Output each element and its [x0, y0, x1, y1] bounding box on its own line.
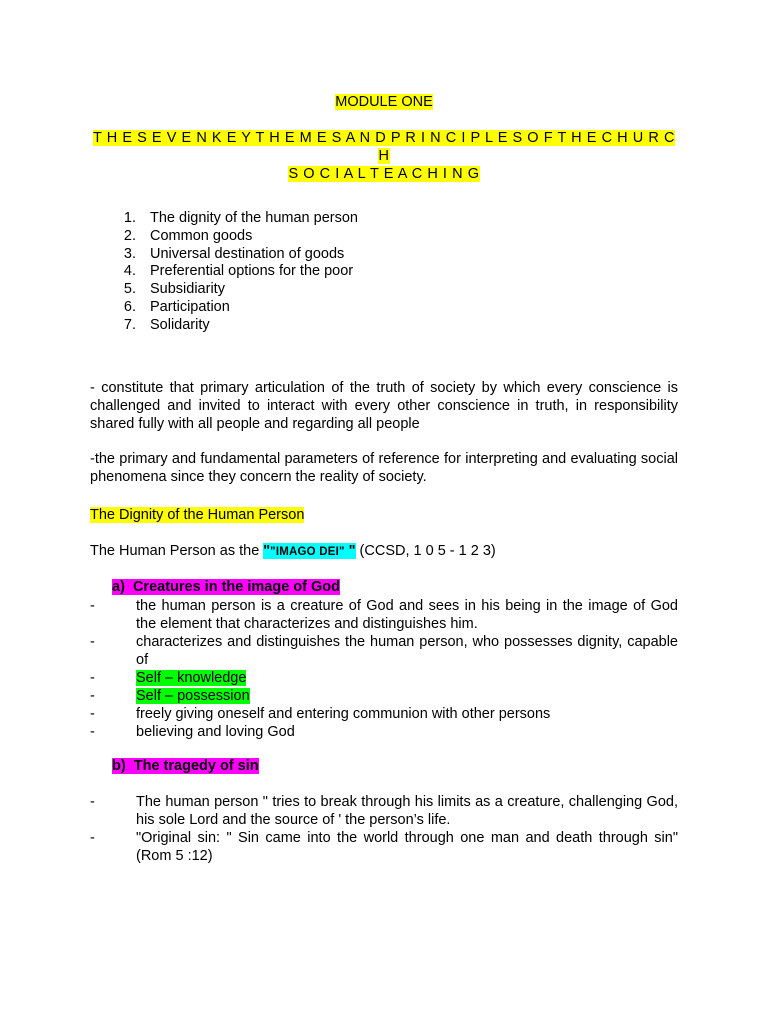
module-title: [0, 93, 768, 111]
subsection-b-bullets: [90, 793, 678, 865]
imago-suffix: (CCSD, 1 0 5 - 1 2 3): [355, 543, 496, 559]
list-item: [90, 633, 678, 669]
subsection-a-heading: [112, 578, 340, 596]
bullet-text: the human person is a creature of God and sees in his being in the image of God the element that characterizes and distinguishes him.: [136, 598, 678, 632]
list-number: 5.: [123, 281, 136, 298]
list-item: [110, 246, 358, 264]
list-text: Subsidiarity: [150, 281, 225, 298]
bullet-dash: -: [90, 688, 95, 704]
bullet-dash: -: [90, 670, 95, 686]
bullet-dash: -: [90, 724, 95, 740]
subsection-b-heading-text: b) The tragedy of sin: [112, 758, 259, 774]
list-item: [110, 228, 358, 246]
list-text: Solidarity: [150, 316, 210, 333]
subsection-a-bullets: [90, 597, 678, 741]
subsection-b-heading: [112, 757, 259, 775]
bullet-text-highlighted: Self – knowledge: [136, 670, 247, 686]
imago-dei-line: [90, 542, 496, 561]
section-title: [90, 506, 304, 524]
list-item: [110, 281, 358, 299]
imago-dei-tag: "IMAGO DEI": [270, 546, 345, 558]
paragraph-parameters: -the primary and fundamental parameters of reference for interpreting and evaluating social phenomena since they concern the reality of society.: [90, 450, 678, 485]
theme-heading: [90, 129, 678, 183]
imago-dei-highlight: [263, 543, 355, 559]
list-item: [90, 687, 678, 705]
list-number: 7.: [123, 316, 136, 333]
list-number: 4.: [123, 263, 136, 280]
bullet-text: characterizes and distinguishes the human person, who possesses dignity, capable of: [136, 634, 678, 668]
list-item: [90, 669, 678, 687]
bullet-text: freely giving oneself and entering communion with other persons: [136, 706, 551, 722]
bullet-text-highlighted: Self – possession: [136, 688, 250, 704]
list-text: Universal destination of goods: [150, 245, 345, 262]
bullet-dash: -: [90, 706, 95, 722]
bullet-dash: -: [90, 634, 95, 650]
subsection-a-heading-text: a) Creatures in the image of God: [112, 579, 341, 595]
list-number: 3.: [123, 245, 136, 262]
list-number: 1.: [123, 210, 136, 226]
bullet-dash: -: [90, 794, 95, 810]
list-item: [90, 793, 678, 829]
theme-heading-line-1: T H E S E V E N K E Y T H E M E S A N D P R I N C I P L E S O F T H E C H U R C H: [93, 130, 675, 164]
bullet-text: "Original sin: " Sin came into the world through one man and death through sin" (Rom 5 :12): [136, 830, 678, 864]
key-themes-list: [110, 210, 358, 335]
list-item: [90, 829, 678, 865]
section-title-text: The Dignity of the Human Person: [90, 507, 305, 523]
list-item: [90, 705, 678, 723]
list-item: [90, 597, 678, 633]
list-text: Preferential options for the poor: [150, 263, 354, 280]
list-text: Participation: [150, 298, 230, 315]
list-text: The dignity of the human person: [150, 210, 358, 226]
imago-prefix: The Human Person as the: [90, 543, 264, 559]
list-item: [110, 317, 358, 335]
list-item: [110, 210, 358, 228]
list-text: Common goods: [150, 227, 253, 244]
list-number: 2.: [123, 227, 136, 244]
bullet-dash: -: [90, 598, 95, 614]
theme-heading-line-2: S O C I A L T E A C H I N G: [288, 166, 480, 182]
bullet-text: believing and loving God: [136, 724, 295, 740]
list-number: 6.: [123, 298, 136, 315]
list-item: [110, 263, 358, 281]
module-title-text: MODULE ONE: [335, 94, 433, 110]
imago-quote-close: ": [344, 543, 356, 559]
imago-quote-open: ": [263, 543, 271, 559]
bullet-text: The human person " tries to break through his limits as a creature, challenging God, his sole Lord and the source of ' the person’s life.: [136, 794, 678, 828]
paragraph-articulation: - constitute that primary articulation of the truth of society by which every conscience is challenged and invited to interact with every other conscience in truth, in responsibility shared fully with all people and regarding all people: [90, 379, 678, 432]
list-item: [110, 299, 358, 317]
bullet-dash: -: [90, 830, 95, 846]
list-item: [90, 723, 678, 741]
